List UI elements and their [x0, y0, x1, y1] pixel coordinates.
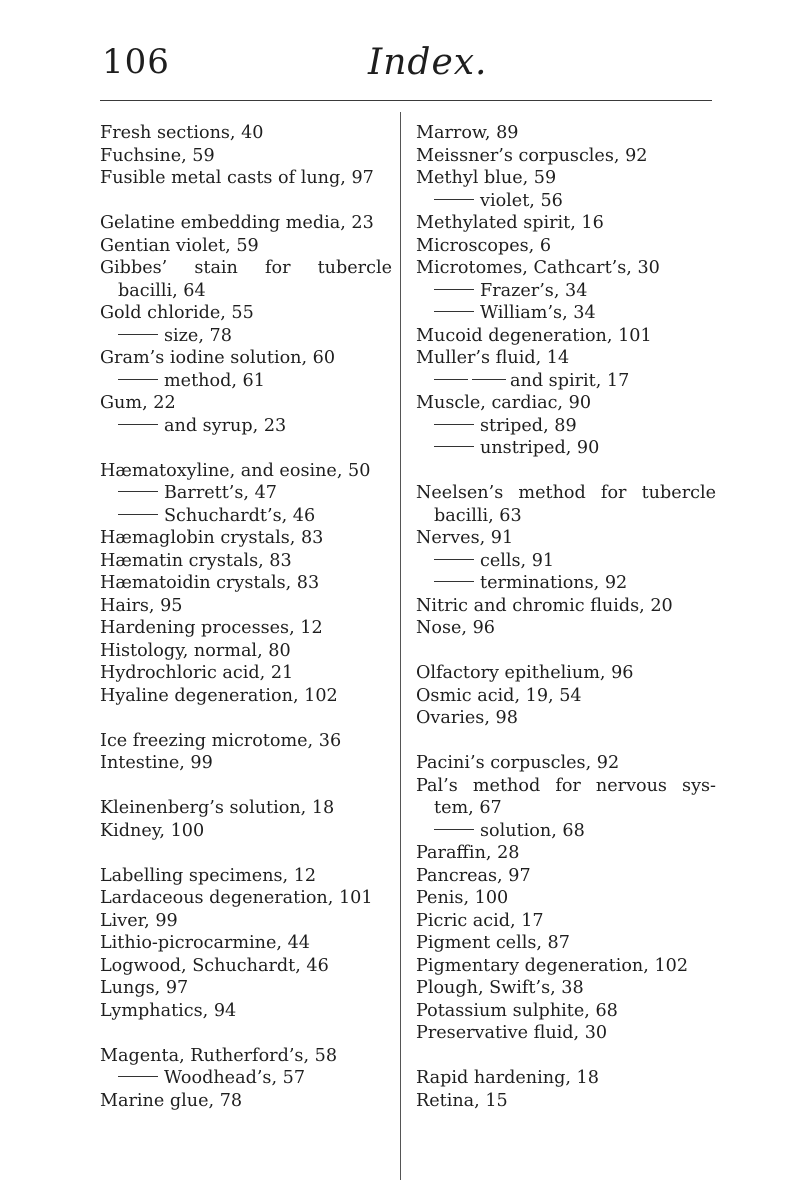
index-subentry: [416, 572, 716, 595]
index-subentry: [100, 505, 392, 528]
index-entry: [100, 910, 392, 933]
column-divider: [400, 112, 401, 1180]
index-entry-text: Meissner’s corpuscles, 92: [416, 145, 648, 166]
index-entry: [100, 460, 392, 483]
index-entry-text: Pigment cells, 87: [416, 933, 570, 953]
index-entry-text: Microtomes, Cathcart’s, 30: [416, 258, 660, 278]
index-entry-text: and spirit, 17: [510, 370, 630, 391]
index-entry: [100, 1000, 392, 1023]
index-entry-text: size, 78: [164, 325, 232, 346]
index-entry: [416, 595, 716, 618]
index-subentry: [416, 280, 716, 303]
index-entry-text: Liver, 99: [100, 910, 178, 931]
index-subentry: [100, 1067, 392, 1090]
running-title: Index.: [368, 42, 488, 83]
index-entry-text: Gelatine embedding media, 23: [100, 213, 374, 233]
ditto-dash: [118, 379, 158, 380]
index-entry-text: Fusible metal casts of lung, 97: [100, 168, 374, 188]
index-entry: [100, 167, 392, 190]
index-entry: [100, 730, 392, 753]
index-entry: [100, 932, 392, 955]
ditto-dash: [434, 829, 474, 830]
index-subentry: [416, 302, 716, 325]
index-entry: [100, 977, 392, 1000]
index-entry: [100, 887, 392, 910]
index-entry-text: method, 61: [164, 370, 265, 391]
index-entry: [416, 235, 716, 258]
index-entry-text: Hæmatoxyline, and eosine, 50: [100, 460, 371, 481]
index-entry: [100, 617, 392, 640]
index-column-left: [100, 122, 392, 1135]
index-entry: [100, 572, 392, 595]
index-entry-text: Hyaline degeneration, 102: [100, 685, 338, 706]
index-entry: [100, 257, 392, 302]
index-entry: [416, 347, 716, 370]
index-subentry: [416, 550, 716, 573]
index-letter-group: [416, 752, 716, 1045]
index-subentry: [416, 190, 716, 213]
index-entry: [416, 1022, 716, 1045]
index-subentry: [416, 415, 716, 438]
ditto-dash: [434, 559, 474, 560]
index-entry: [100, 550, 392, 573]
index-entry-text: Magenta, Rutherford’s, 58: [100, 1045, 338, 1066]
index-entry-text: Fresh sections, 40: [100, 123, 264, 143]
index-entry-text: striped, 89: [480, 415, 577, 436]
index-letter-group: [100, 865, 392, 1023]
index-entry-text: Penis, 100: [416, 888, 509, 908]
index-entry-text: Pancreas, 97: [416, 865, 531, 886]
index-entry: [416, 212, 716, 235]
index-entry-text: Lithio-picrocarmine, 44: [100, 933, 310, 953]
index-letter-group: [416, 482, 716, 640]
index-letter-group: [416, 1067, 716, 1112]
ditto-dash: [434, 199, 474, 200]
index-entry-text: William’s, 34: [480, 303, 596, 323]
index-entry: [416, 482, 716, 527]
index-entry: [416, 122, 716, 145]
index-subentry: [416, 370, 716, 393]
index-entry-text: Microscopes, 6: [416, 235, 552, 256]
index-entry-text: Labelling specimens, 12: [100, 865, 317, 886]
index-entry: [416, 257, 716, 280]
index-entry-text: Lymphatics, 94: [100, 1000, 237, 1021]
index-entry-text: Gibbes’ stain for tubercle bacilli, 64: [100, 258, 392, 301]
ditto-dash: [434, 379, 468, 380]
index-entry-text: Mucoid degeneration, 101: [416, 325, 652, 346]
index-entry-text: Marrow, 89: [416, 123, 519, 143]
index-entry-text: Gold chloride, 55: [100, 303, 254, 323]
index-entry-text: Ovaries, 98: [416, 708, 518, 728]
index-entry-text: Lardaceous degeneration, 101: [100, 888, 373, 908]
index-entry: [416, 887, 716, 910]
index-entry-text: Frazer’s, 34: [480, 280, 588, 301]
index-entry: [100, 212, 392, 235]
index-letter-group: [100, 730, 392, 775]
index-entry: [100, 302, 392, 325]
index-entry: [100, 685, 392, 708]
index-entry: [100, 752, 392, 775]
index-entry: [100, 235, 392, 258]
index-entry-text: Olfactory epithelium, 96: [416, 663, 634, 683]
index-entry-text: Gum, 22: [100, 393, 176, 413]
index-entry-text: Lungs, 97: [100, 978, 189, 998]
index-entry-text: Picric acid, 17: [416, 910, 544, 931]
index-entry-text: Hardening processes, 12: [100, 618, 323, 638]
index-entry-text: Potassium sulphite, 68: [416, 1000, 618, 1021]
index-entry-text: Nitric and chromic fluids, 20: [416, 595, 673, 616]
index-entry-text: and syrup, 23: [164, 415, 287, 436]
ditto-dash: [118, 491, 158, 492]
index-entry-text: violet, 56: [480, 190, 563, 211]
index-entry-text: Hæmatoidin crystals, 83: [100, 573, 320, 593]
index-entry: [416, 145, 716, 168]
index-entry: [416, 685, 716, 708]
index-entry: [100, 662, 392, 685]
index-entry-text: Neelsen’s method for tubercle bacilli, 63: [416, 483, 716, 526]
index-entry-text: cells, 91: [480, 550, 555, 571]
index-entry: [416, 842, 716, 865]
index-entry-text: Plough, Swift’s, 38: [416, 978, 584, 998]
ditto-dash: [118, 1076, 158, 1077]
ditto-dash: [118, 514, 158, 515]
index-entry-text: Nerves, 91: [416, 528, 514, 548]
index-entry-text: Ice freezing microtome, 36: [100, 730, 342, 751]
index-entry-text: unstriped, 90: [480, 438, 600, 458]
index-entry: [416, 1090, 716, 1113]
index-entry: [416, 167, 716, 190]
index-entry: [416, 910, 716, 933]
index-entry-text: Hæmatin crystals, 83: [100, 550, 292, 571]
index-entry: [100, 1090, 392, 1113]
index-entry: [100, 595, 392, 618]
index-column-right: [416, 122, 716, 1135]
index-entry-text: Methylated spirit, 16: [416, 213, 604, 233]
index-letter-group: [100, 460, 392, 708]
index-entry-text: Preservative fluid, 30: [416, 1023, 608, 1043]
index-entry-text: Schuchardt’s, 46: [164, 505, 316, 526]
index-entry: [416, 527, 716, 550]
index-letter-group: [416, 662, 716, 730]
index-entry: [416, 1000, 716, 1023]
ditto-dash: [434, 581, 474, 582]
index-entry: [416, 955, 716, 978]
index-subentry: [416, 820, 716, 843]
index-entry: [100, 820, 392, 843]
index-entry: [100, 955, 392, 978]
index-entry-text: Rapid hardening, 18: [416, 1068, 599, 1088]
index-entry-text: Intestine, 99: [100, 753, 213, 773]
ditto-dash: [472, 379, 506, 380]
index-entry-text: Muller’s fluid, 14: [416, 348, 570, 368]
index-subentry: [416, 437, 716, 460]
index-entry: [100, 392, 392, 415]
index-entry: [416, 1067, 716, 1090]
index-entry: [416, 752, 716, 775]
index-subentry: [100, 415, 392, 438]
index-entry: [100, 145, 392, 168]
index-entry-text: Hydrochloric acid, 21: [100, 663, 294, 683]
index-letter-group: [416, 122, 716, 460]
index-entry-text: solution, 68: [480, 820, 585, 841]
index-entry-text: Nose, 96: [416, 618, 496, 638]
index-entry-text: Marine glue, 78: [100, 1090, 243, 1111]
ditto-dash: [118, 424, 158, 425]
ditto-dash: [118, 334, 158, 335]
index-entry-text: Retina, 15: [416, 1090, 508, 1111]
index-entry-text: Fuchsine, 59: [100, 145, 215, 166]
index-entry-text: Pigmentary degeneration, 102: [416, 955, 689, 976]
index-entry: [416, 662, 716, 685]
index-entry-text: Histology, normal, 80: [100, 640, 291, 661]
index-entry: [416, 977, 716, 1000]
index-entry: [100, 527, 392, 550]
index-subentry: [100, 482, 392, 505]
index-entry-text: Pacini’s corpuscles, 92: [416, 753, 620, 773]
index-entry: [416, 865, 716, 888]
index-entry-text: Hairs, 95: [100, 595, 183, 616]
index-entry: [416, 932, 716, 955]
index-entry: [100, 1045, 392, 1068]
ditto-dash: [434, 446, 474, 447]
page-header: [100, 42, 710, 92]
index-entry-text: Muscle, cardiac, 90: [416, 393, 592, 413]
index-entry: [100, 797, 392, 820]
index-entry: [416, 392, 716, 415]
ditto-dash: [434, 311, 474, 312]
ditto-dash: [434, 289, 474, 290]
index-entry-text: Pal’s method for nervous sys- tem, 67: [416, 775, 716, 818]
index-letter-group: [100, 1045, 392, 1113]
index-entry: [100, 865, 392, 888]
header-rule: [100, 100, 712, 101]
index-entry: [100, 640, 392, 663]
index-entry: [100, 347, 392, 370]
index-entry-text: Methyl blue, 59: [416, 168, 557, 188]
ditto-dash: [434, 424, 474, 425]
index-entry-text: terminations, 92: [480, 573, 628, 593]
index-entry-text: Kleinenberg’s solution, 18: [100, 798, 335, 818]
index-letter-group: [100, 122, 392, 190]
index-subentry: [100, 325, 392, 348]
index-entry-text: Gentian violet, 59: [100, 235, 259, 256]
index-entry-text: Woodhead’s, 57: [164, 1068, 306, 1088]
index-entry: [416, 707, 716, 730]
index-entry-text: Hæmaglobin crystals, 83: [100, 528, 324, 548]
index-entry-text: Logwood, Schuchardt, 46: [100, 955, 329, 976]
index-subentry: [100, 370, 392, 393]
index-letter-group: [100, 797, 392, 842]
index-entry-text: Paraffin, 28: [416, 843, 520, 863]
index-entry: [100, 122, 392, 145]
index-entry-text: Osmic acid, 19, 54: [416, 685, 582, 706]
index-entry: [416, 617, 716, 640]
page-number: 106: [102, 42, 170, 82]
index-letter-group: [100, 212, 392, 437]
index-entry-text: Kidney, 100: [100, 820, 205, 841]
index-entry-text: Barrett’s, 47: [164, 483, 277, 503]
index-entry-text: Gram’s iodine solution, 60: [100, 348, 336, 368]
index-entry: [416, 325, 716, 348]
index-entry: [416, 775, 716, 820]
